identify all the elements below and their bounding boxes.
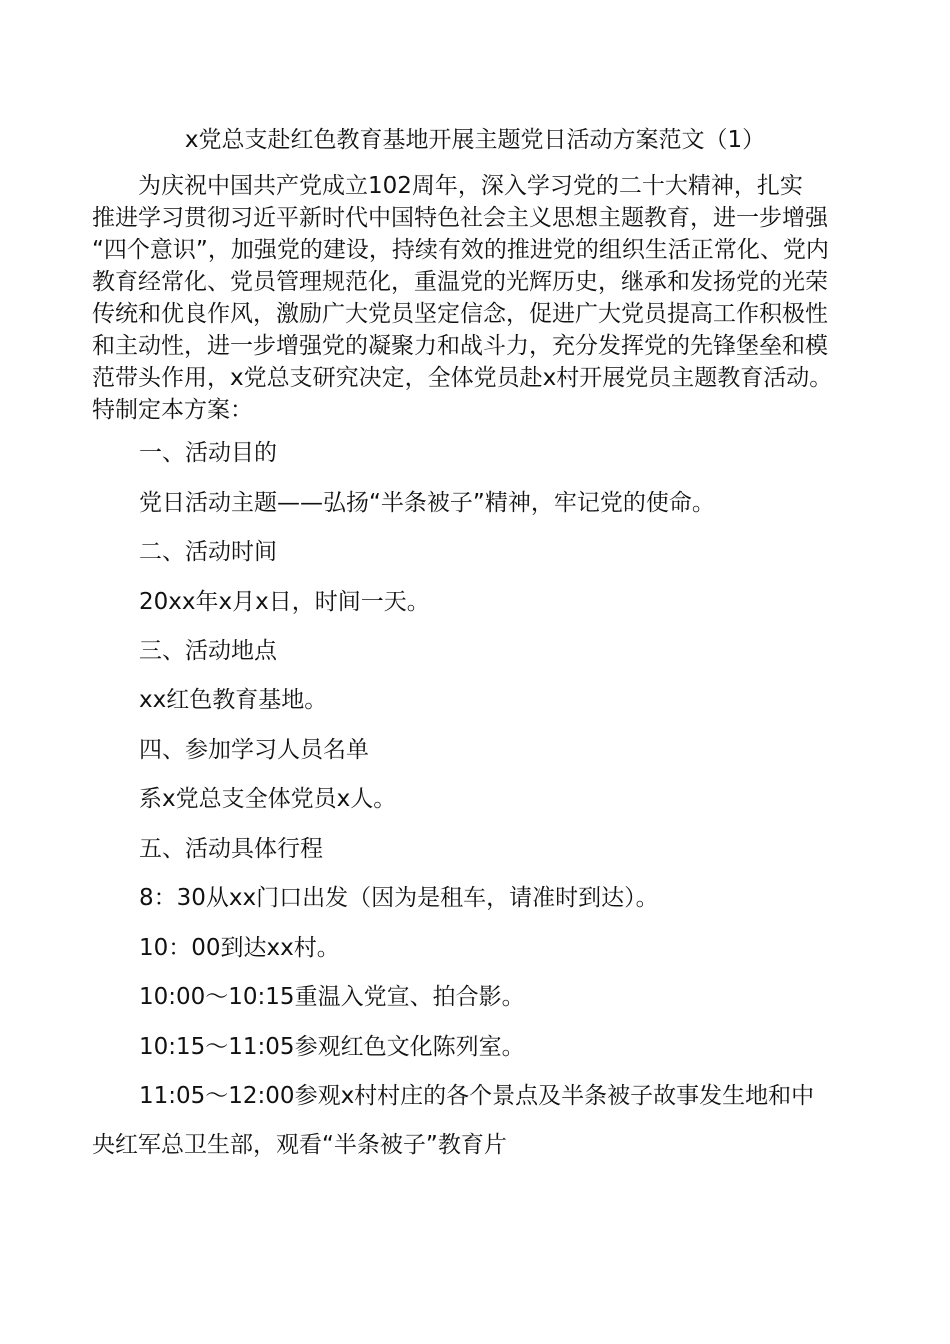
intro-line: 范带头作用，x党总支研究决定，全体党员赴x村开展党员主题教育活动。 bbox=[92, 365, 833, 391]
section-text-participants: 系x党总支全体党员x人。 bbox=[139, 786, 397, 812]
section-heading-schedule: 五、活动具体行程 bbox=[139, 836, 323, 862]
schedule-item: 8：30从xx门口出发（因为是租车，请准时到达）。 bbox=[139, 885, 659, 911]
schedule-item: 10:00～10:15重温入党宣、拍合影。 bbox=[139, 984, 525, 1010]
intro-line: “四个意识”，加强党的建设，持续有效的推进党的组织生活正常化、党内 bbox=[92, 237, 829, 263]
schedule-item: 10：00到达xx村。 bbox=[139, 935, 340, 961]
schedule-item-continuation: 央红军总卫生部，观看“半条被子”教育片 bbox=[92, 1132, 507, 1158]
schedule-item: 10:15～11:05参观红色文化陈列室。 bbox=[139, 1034, 525, 1060]
intro-line: 教育经常化、党员管理规范化，重温党的光辉历史，继承和发扬党的光荣 bbox=[92, 269, 828, 295]
section-heading-participants: 四、参加学习人员名单 bbox=[139, 737, 369, 763]
intro-line: 特制定本方案： bbox=[92, 397, 253, 423]
document-title: x党总支赴红色教育基地开展主题党日活动方案范文（1） bbox=[184, 127, 766, 153]
section-heading-time: 二、活动时间 bbox=[139, 539, 277, 565]
section-heading-purpose: 一、活动目的 bbox=[139, 440, 277, 466]
intro-line: 推进学习贯彻习近平新时代中国特色社会主义思想主题教育，进一步增强 bbox=[92, 205, 828, 231]
intro-line: 为庆祝中国共产党成立102周年，深入学习党的二十大精神，扎实 bbox=[92, 173, 803, 199]
section-text-purpose: 党日活动主题——弘扬“半条被子”精神，牢记党的使命。 bbox=[139, 490, 715, 516]
section-text-location: xx红色教育基地。 bbox=[139, 687, 328, 713]
schedule-item: 11:05～12:00参观x村村庄的各个景点及半条被子故事发生地和中 bbox=[139, 1083, 815, 1109]
intro-paragraph bbox=[92, 170, 882, 426]
intro-line: 传统和优良作风，激励广大党员坚定信念，促进广大党员提高工作积极性 bbox=[92, 301, 828, 327]
section-text-time: 20xx年x月x日，时间一天。 bbox=[139, 589, 430, 615]
intro-line: 和主动性，进一步增强党的凝聚力和战斗力，充分发挥党的先锋堡垒和模 bbox=[92, 333, 828, 359]
section-heading-location: 三、活动地点 bbox=[139, 638, 277, 664]
